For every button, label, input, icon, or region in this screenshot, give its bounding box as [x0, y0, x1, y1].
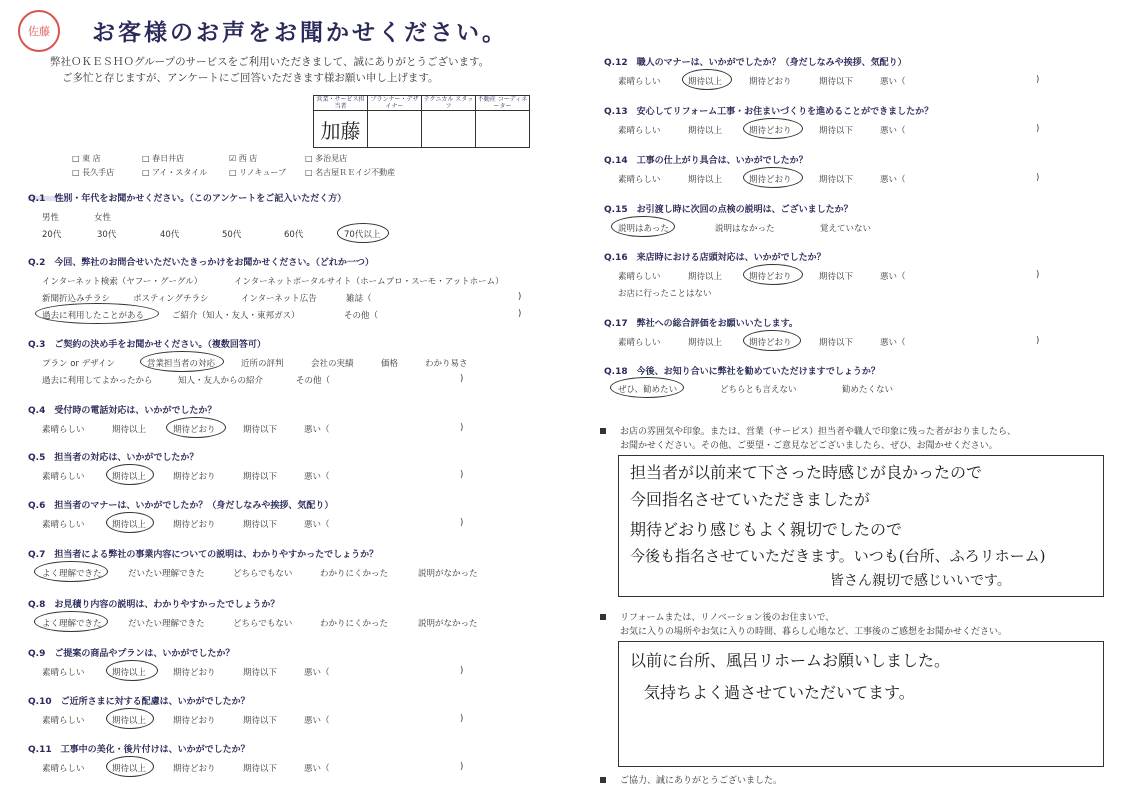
q10-above[interactable]: 期待以上	[112, 716, 147, 726]
q4-as-expected[interactable]: 期待どおり	[173, 425, 216, 435]
q1-60s[interactable]: 60代	[284, 230, 304, 240]
comment2-prompt-2: お気に入りの場所やお気に入りの時間、暮らし心地など、工事後のご感想をお聞かせください。	[620, 627, 1008, 637]
store-nagoya-reiji[interactable]: □ 名古屋ＲＥイジ不動産	[305, 168, 396, 177]
q3-other[interactable]: その他（	[296, 376, 331, 386]
q2-past-use[interactable]: 過去に利用したことがある	[42, 311, 145, 321]
q13-title: Q.13 安心してリフォーム工事・お住まいづくりを進めることができましたか？	[604, 107, 934, 117]
q11-above[interactable]: 期待以上	[112, 764, 147, 774]
q12-excellent[interactable]: 素晴らしい	[618, 77, 661, 87]
selected-circle	[106, 660, 158, 681]
q4-title: Q.4 受付時の電話対応は、いかがでしたか？	[28, 406, 217, 416]
intro-line-2: ご多忙と存じますが、アンケートにご回答いただきます様お願い申し上げます。	[62, 72, 439, 84]
paren-close: )	[1036, 75, 1040, 85]
selected-circle	[682, 69, 732, 90]
q16-title: Q.16 来店時における店頭対応は、いかがでしたか？	[604, 253, 826, 263]
selected-circle	[106, 708, 154, 729]
q11-bad[interactable]: 悪い（	[304, 764, 330, 774]
selected-circle	[34, 561, 108, 582]
q8-title: Q.8 お見積り内容の説明は、わかりやすかったでしょうか？	[28, 600, 280, 610]
staff-realestate-name[interactable]	[476, 111, 530, 148]
q17-as-expected[interactable]: 期待どおり	[749, 338, 792, 348]
q15-not-explained[interactable]: 説明はなかった	[715, 224, 775, 234]
q14-bad[interactable]: 悪い（	[880, 175, 906, 185]
selected-circle	[743, 264, 803, 285]
selected-circle	[743, 118, 803, 139]
q17-excellent[interactable]: 素晴らしい	[618, 338, 661, 348]
q15-explained[interactable]: 説明はあった	[618, 224, 669, 234]
q5-excellent[interactable]: 素晴らしい	[42, 472, 85, 482]
q7-understood[interactable]: よく理解できた	[42, 569, 102, 579]
q3-title: Q.3 ご契約の決め手をお聞かせください。（複数回答可）	[28, 340, 266, 350]
q9-excellent[interactable]: 素晴らしい	[42, 668, 85, 678]
bullet-square	[600, 777, 606, 783]
paren-close: )	[460, 762, 464, 772]
q6-title: Q.6 担当者のマナーは、いかがでしたか？（身だしなみや挨拶、気配り）	[28, 501, 334, 511]
q3-plan-design[interactable]: プラン or デザイン	[42, 359, 116, 369]
paren-close: )	[460, 518, 464, 528]
staff-sales-name[interactable]: 加藤	[314, 111, 368, 148]
q6-below[interactable]: 期待以下	[243, 520, 278, 530]
store-nagakute[interactable]: □ 長久手店	[72, 168, 115, 177]
selected-circle	[106, 512, 154, 533]
q16-as-expected[interactable]: 期待どおり	[749, 272, 792, 282]
q11-below[interactable]: 期待以下	[243, 764, 278, 774]
comment2-line-1: 以前に台所、風呂リホームお願いしました。	[630, 651, 951, 670]
q1-20s[interactable]: 20代	[42, 230, 62, 240]
q14-below[interactable]: 期待以下	[819, 175, 854, 185]
q12-below[interactable]: 期待以下	[819, 77, 854, 87]
page-title: お客様のお声をお聞かせください。	[92, 20, 508, 46]
q14-as-expected[interactable]: 期待どおり	[749, 175, 792, 185]
q12-as-expected[interactable]: 期待どおり	[749, 77, 792, 87]
staff-header: プランナー・デザイナー	[368, 96, 422, 111]
q5-bad[interactable]: 悪い（	[304, 472, 330, 482]
q2-newspaper[interactable]: 新聞折込みチラシ	[42, 294, 111, 304]
q2-title: Q.2 今回、弊社のお問合せいただいたきっかけをお聞かせください。（どれか一つ）	[28, 258, 374, 268]
q2-other[interactable]: その他（	[344, 311, 379, 321]
bullet-square	[600, 428, 606, 434]
q13-above[interactable]: 期待以上	[688, 126, 723, 136]
q15-dont-remember[interactable]: 覚えていない	[820, 224, 872, 234]
q4-below[interactable]: 期待以下	[243, 425, 278, 435]
store-tajimi[interactable]: □ 多治見店	[305, 154, 348, 163]
q3-clarity[interactable]: わかり易さ	[425, 359, 468, 369]
staff-header: テクニカル スタッフ	[422, 96, 476, 111]
paren-close: )	[460, 374, 464, 384]
q10-below[interactable]: 期待以下	[243, 716, 278, 726]
q14-excellent[interactable]: 素晴らしい	[618, 175, 661, 185]
q10-title: Q.10 ご近所さまに対する配慮は、いかがでしたか？	[28, 697, 250, 707]
q3-sales-staff[interactable]: 営業担当者の対応	[147, 359, 216, 369]
q7-title: Q.7 担当者による弊社の事業内容についての説明は、わかりやすかったでしょうか？	[28, 550, 379, 560]
q1-40s[interactable]: 40代	[160, 230, 180, 240]
q3-reputation[interactable]: 近所の評判	[241, 359, 284, 369]
q1-30s[interactable]: 30代	[97, 230, 117, 240]
q11-as-expected[interactable]: 期待どおり	[173, 764, 216, 774]
q14-title: Q.14 工事の仕上がり具合は、いかがでしたか？	[604, 156, 808, 166]
paren-close: )	[460, 666, 464, 676]
q4-above[interactable]: 期待以上	[112, 425, 147, 435]
selected-circle	[610, 377, 684, 398]
q7-no-explanation[interactable]: 説明がなかった	[418, 569, 478, 579]
q9-as-expected[interactable]: 期待どおり	[173, 668, 216, 678]
q16-bad[interactable]: 悪い（	[880, 272, 906, 282]
q17-title: Q.17 弊社への総合評価をお願いいたします。	[604, 319, 798, 329]
comment2-prompt-1: リフォームまたは、リノベーション後のお住まいで、	[620, 613, 835, 623]
q13-below[interactable]: 期待以下	[819, 126, 854, 136]
q1-50s[interactable]: 50代	[222, 230, 242, 240]
q10-as-expected[interactable]: 期待どおり	[173, 716, 216, 726]
q7-unclear[interactable]: わかりにくかった	[320, 569, 389, 579]
q5-below[interactable]: 期待以下	[243, 472, 278, 482]
q2-web-search[interactable]: インターネット検索（ヤフー・グーグル）	[42, 277, 203, 287]
q15-title: Q.15 お引渡し時に次回の点検の説明は、ございましたか？	[604, 205, 853, 215]
q3-track-record[interactable]: 会社の実績	[311, 359, 354, 369]
q18-neutral[interactable]: どちらとも言えない	[720, 385, 797, 395]
q1-female[interactable]: 女性	[94, 213, 112, 223]
q3-friend-referral[interactable]: 知人・友人からの紹介	[178, 376, 264, 386]
q9-above[interactable]: 期待以上	[112, 668, 147, 678]
selected-circle	[337, 223, 389, 243]
q5-as-expected[interactable]: 期待どおり	[173, 472, 216, 482]
selected-circle	[106, 756, 154, 777]
q2-referral[interactable]: ご紹介（知人・友人・東邦ガス）	[172, 311, 300, 321]
q9-title: Q.9 ご提案の商品やプランは、いかがでしたか？	[28, 649, 235, 659]
store-renocube[interactable]: □ リノキューブ	[229, 168, 287, 177]
comment1-line-5: 皆さん親切で感じいいです。	[830, 573, 1011, 589]
q16-above[interactable]: 期待以上	[688, 272, 723, 282]
staff-header: 営業・サービス担当者	[314, 96, 368, 111]
q13-bad[interactable]: 悪い（	[880, 126, 906, 136]
q2-web-ad[interactable]: インターネット広告	[241, 294, 317, 304]
footer-thanks: ご協力、誠にありがとうございました。	[620, 776, 783, 786]
q18-recommend[interactable]: ぜひ、勧めたい	[618, 385, 678, 395]
q8-no-explanation[interactable]: 説明がなかった	[418, 619, 478, 629]
staff-technical-name[interactable]	[422, 111, 476, 148]
q1-70s-plus[interactable]: 70代以上	[344, 230, 381, 240]
paren-close: )	[1036, 270, 1040, 280]
q2-magazine[interactable]: 雑誌（	[346, 294, 372, 304]
q13-excellent[interactable]: 素晴らしい	[618, 126, 661, 136]
q8-understood[interactable]: よく理解できた	[42, 619, 102, 629]
selected-circle	[106, 464, 154, 485]
comment1-line-2: 今回指名させていただきましたが	[630, 490, 871, 509]
paren-close: )	[1036, 173, 1040, 183]
q18-title: Q.18 今後、お知り合いに弊社を勧めていただけますでしょうか？	[604, 367, 880, 377]
store-istyle[interactable]: □ アイ・スタイル	[142, 168, 208, 177]
q6-above[interactable]: 期待以上	[112, 520, 147, 530]
q11-title: Q.11 工事中の美化・後片付けは、いかがでしたか？	[28, 745, 250, 755]
paren-close: )	[1036, 124, 1040, 134]
q4-bad[interactable]: 悪い（	[304, 425, 330, 435]
paren-close: )	[1036, 336, 1040, 346]
comment2-line-2: 気持ちよく過させていただいてます。	[644, 683, 915, 702]
selected-circle	[611, 216, 675, 237]
store-east[interactable]: □ 東 店	[72, 154, 101, 163]
staff-table	[313, 95, 530, 148]
comment1-line-1: 担当者が以前来て下さった時感じが良かったので	[630, 463, 983, 482]
q6-as-expected[interactable]: 期待どおり	[173, 520, 216, 530]
q12-bad[interactable]: 悪い（	[880, 77, 906, 87]
q1-male[interactable]: 男性	[42, 213, 60, 223]
q12-title: Q.12 職人のマナーは、いかがでしたか？（身だしなみや挨拶、気配り）	[604, 58, 907, 68]
selected-circle	[743, 330, 801, 351]
selected-circle	[743, 167, 803, 188]
paren-close: )	[518, 309, 522, 319]
q1-title: Q.1 性別・年代をお聞かせください。（このアンケートをご記入いただく方）	[28, 194, 347, 204]
q2-posting[interactable]: ポスティングチラシ	[133, 294, 209, 304]
q11-excellent[interactable]: 素晴らしい	[42, 764, 85, 774]
q5-above[interactable]: 期待以上	[112, 472, 147, 482]
staff-header: 不動産 コーディネーター	[476, 96, 530, 111]
intro-line-1: 弊社ＯＫＥＳＨＯグループのサービスをご利用いただきまして、誠にありがとうございます。	[50, 56, 490, 68]
q2-portal-site[interactable]: インターネットポータルサイト（ホームプロ・スーモ・アットホーム）	[234, 277, 504, 287]
q5-title: Q.5 担当者の対応は、いかがでしたか？	[28, 453, 199, 463]
q3-price[interactable]: 価格	[381, 359, 399, 369]
q3-past-good[interactable]: 過去に利用してよかったから	[42, 376, 153, 386]
q16-excellent[interactable]: 素晴らしい	[618, 272, 661, 282]
selected-circle	[166, 417, 226, 438]
paren-close: )	[460, 470, 464, 480]
q7-neither[interactable]: どちらでもない	[233, 569, 293, 579]
q10-excellent[interactable]: 素晴らしい	[42, 716, 85, 726]
q8-unclear[interactable]: わかりにくかった	[320, 619, 389, 629]
q8-mostly[interactable]: だいたい理解できた	[128, 619, 205, 629]
q12-above[interactable]: 期待以上	[688, 77, 723, 87]
q9-bad[interactable]: 悪い（	[304, 668, 330, 678]
paren-close: )	[460, 423, 464, 433]
q8-neither[interactable]: どちらでもない	[233, 619, 293, 629]
q17-below[interactable]: 期待以下	[819, 338, 854, 348]
selected-circle	[35, 303, 159, 324]
comment1-line-3: 期待どおり感じもよく親切でしたので	[630, 520, 903, 539]
paren-close: )	[518, 292, 522, 302]
store-kasugai[interactable]: □ 春日井店	[142, 154, 185, 163]
q6-bad[interactable]: 悪い（	[304, 520, 330, 530]
comment1-line-4: 今後も指名させていただきます。いつも(台所、ふろリホーム)	[630, 547, 1046, 565]
q9-below[interactable]: 期待以下	[243, 668, 278, 678]
comment1-prompt-2: お聞かせください。その他、ご要望・ご意見などございましたら、ぜひ、お聞かせください。	[620, 441, 998, 451]
paren-close: )	[460, 714, 464, 724]
q10-bad[interactable]: 悪い（	[304, 716, 330, 726]
selected-circle	[140, 351, 224, 372]
seal-stamp: 佐藤	[18, 10, 60, 52]
q16-never-visited[interactable]: お店に行ったことはない	[618, 289, 712, 299]
q14-above[interactable]: 期待以上	[688, 175, 723, 185]
selected-circle	[34, 611, 108, 632]
q18-not-recommend[interactable]: 勧めたくない	[842, 385, 894, 395]
q17-above[interactable]: 期待以上	[688, 338, 723, 348]
q17-bad[interactable]: 悪い（	[880, 338, 906, 348]
q6-excellent[interactable]: 素晴らしい	[42, 520, 85, 530]
staff-planner-name[interactable]	[368, 111, 422, 148]
q13-as-expected[interactable]: 期待どおり	[749, 126, 792, 136]
store-west[interactable]: ☑ 西 店	[229, 154, 258, 163]
q7-mostly[interactable]: だいたい理解できた	[128, 569, 205, 579]
comment1-prompt-1: お店の雰囲気や印象。または、営業（サービス）担当者や職人で印象に残った者がおりましたら、	[620, 427, 1017, 437]
q16-below[interactable]: 期待以下	[819, 272, 854, 282]
q4-excellent[interactable]: 素晴らしい	[42, 425, 85, 435]
bullet-square	[600, 614, 606, 620]
